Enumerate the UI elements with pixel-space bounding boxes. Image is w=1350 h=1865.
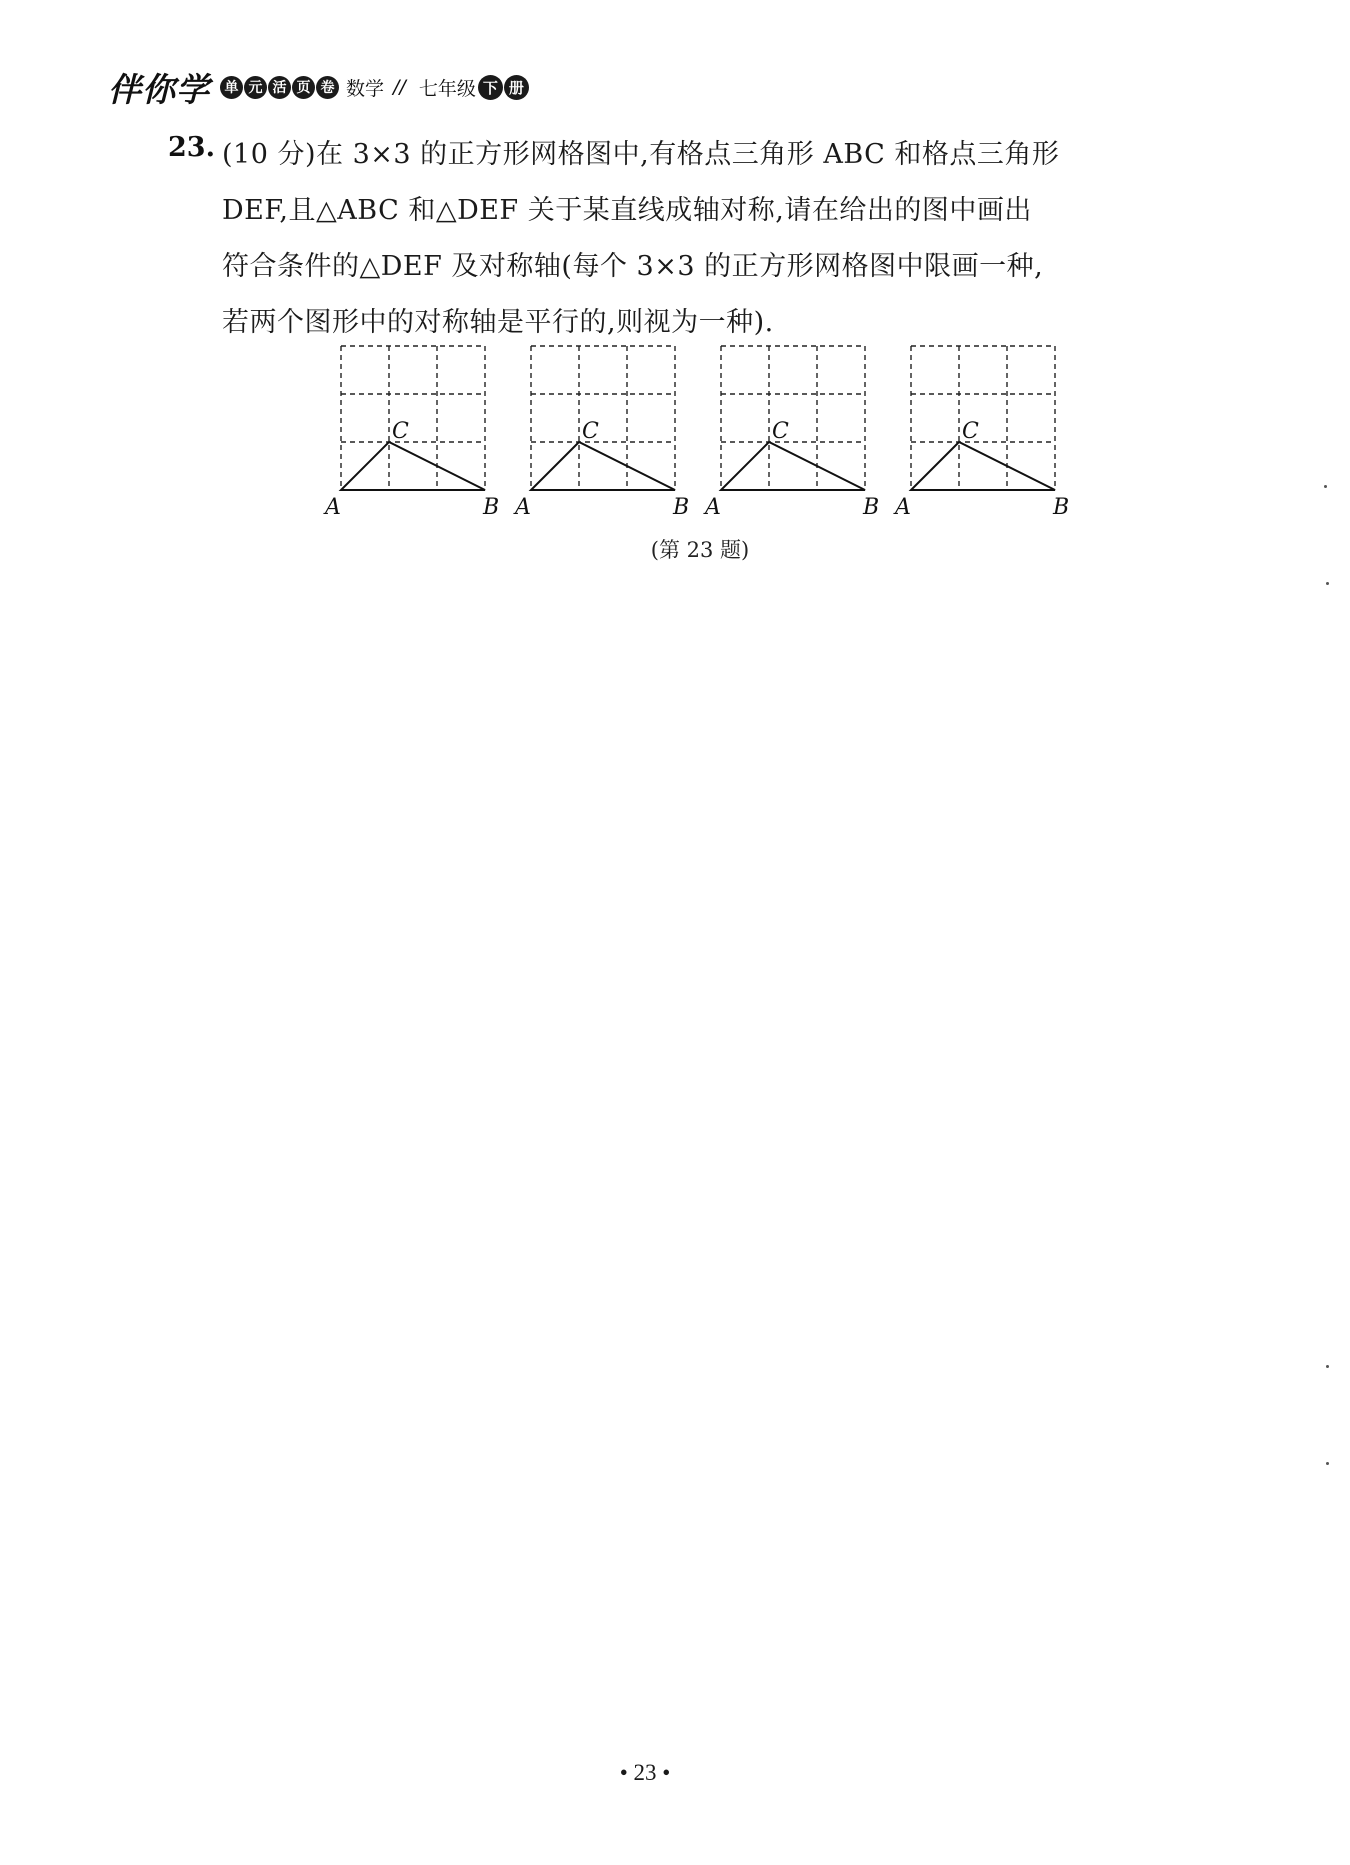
vertex-label-a: A: [895, 495, 911, 520]
page-number: • 23 •: [619, 1760, 671, 1785]
volume-badge: 册: [504, 75, 529, 100]
header-separator: //: [393, 76, 406, 98]
vertex-label-b: B: [863, 495, 880, 520]
grid-figures: [0, 0, 1350, 600]
triangle-abc: [721, 442, 865, 490]
series-badge: 页: [292, 76, 315, 99]
vertex-label-a: A: [515, 495, 531, 520]
vertex-label-c: C: [962, 419, 979, 444]
scan-speck: [1324, 485, 1327, 488]
vertex-label-a: A: [325, 495, 341, 520]
series-badge: 卷: [316, 76, 339, 99]
vertex-label-b: B: [483, 495, 500, 520]
vertex-label-a: A: [705, 495, 721, 520]
question-line: (10 分)在 3×3 的正方形网格图中,有格点三角形 ABC 和格点三角形: [222, 139, 1060, 170]
vertex-label-b: B: [673, 495, 690, 520]
subject-label: 数学: [346, 77, 385, 100]
triangle-abc: [911, 442, 1055, 490]
scan-speck: [1326, 582, 1329, 585]
vertex-label-b: B: [1053, 495, 1070, 520]
vertex-label-c: C: [392, 419, 409, 444]
question-number: 23.: [168, 132, 215, 163]
series-badge: 单: [220, 76, 243, 99]
grade-label: 七年级: [418, 77, 476, 100]
figure-caption: (第 23 题): [650, 538, 750, 562]
brand-logo: 伴你学: [108, 69, 210, 109]
series-badge: 元: [244, 76, 267, 99]
series-badge: 活: [268, 76, 291, 99]
scan-speck: [1326, 1462, 1329, 1465]
scan-speck: [1326, 1365, 1329, 1368]
question-line: 若两个图形中的对称轴是平行的,则视为一种).: [222, 307, 774, 338]
volume-badge: 下: [478, 75, 503, 100]
triangle-abc: [341, 442, 485, 490]
triangle-abc: [531, 442, 675, 490]
question-line: DEF,且△ABC 和△DEF 关于某直线成轴对称,请在给出的图中画出: [222, 195, 1032, 226]
vertex-label-c: C: [582, 419, 599, 444]
question-line: 符合条件的△DEF 及对称轴(每个 3×3 的正方形网格图中限画一种,: [222, 251, 1044, 282]
vertex-label-c: C: [772, 419, 789, 444]
